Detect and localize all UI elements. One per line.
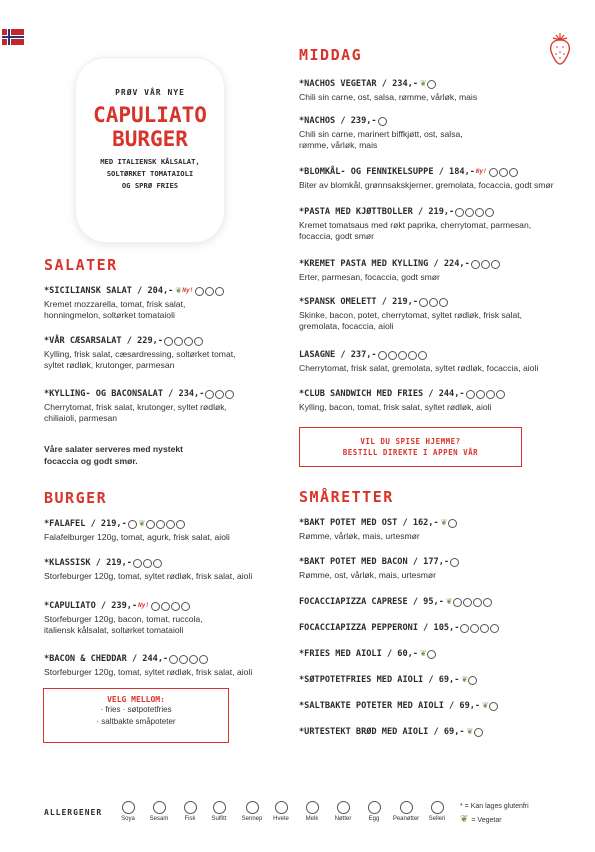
menu-item bbox=[299, 115, 559, 151]
allergen-icon bbox=[199, 655, 208, 664]
menu-item-name bbox=[299, 166, 579, 178]
allergen-icon bbox=[133, 559, 142, 568]
allergen-icon bbox=[439, 298, 448, 307]
menu-item-title: *KYLLING- OG BACONSALAT / 234,- bbox=[44, 389, 205, 399]
menu-item-name bbox=[299, 622, 579, 634]
allergen-icon bbox=[179, 655, 188, 664]
egg-icon bbox=[368, 801, 381, 814]
sulfitt-icon bbox=[213, 801, 226, 814]
menu-item-name bbox=[299, 726, 559, 738]
menu-item-desc: Rømme, vårløk, mais, urtesmør bbox=[299, 531, 420, 541]
allergen-icon bbox=[455, 208, 464, 217]
menu-item-desc: Biter av blomkål, grønnsakskjerner, gremolata, focaccia, godt smør bbox=[299, 180, 554, 190]
promo-title-line: CAPULIATO bbox=[93, 103, 207, 127]
menu-item bbox=[44, 653, 304, 678]
menu-item-desc: Chili sin carne, marinert biffkjøtt, ost, salsa, rømme, vårløk, mais bbox=[299, 129, 463, 150]
allergen-icon bbox=[419, 298, 428, 307]
allergen-icon bbox=[465, 208, 474, 217]
allergen-icon bbox=[153, 559, 162, 568]
menu-item-name bbox=[299, 648, 559, 660]
allergen-icon bbox=[496, 390, 505, 399]
menu-item-name bbox=[44, 285, 304, 297]
allergen-icon bbox=[499, 168, 508, 177]
sennep-icon bbox=[246, 801, 259, 814]
section-title-middag: MIDDAG bbox=[299, 46, 363, 64]
allergen-icon bbox=[143, 559, 152, 568]
promo-title-line: BURGER bbox=[112, 127, 188, 151]
promo-kicker: PRØV VÅR NYE bbox=[115, 88, 185, 97]
allergen-icon bbox=[466, 390, 475, 399]
menu-item-name bbox=[44, 335, 304, 347]
notter-icon bbox=[337, 801, 350, 814]
menu-item-title: FOCACCIAPIZZA PEPPERONI / 105,- bbox=[299, 623, 460, 633]
menu-item-title: *NACHOS / 239,- bbox=[299, 116, 377, 126]
side-choice-line: · fries · søtpotetfries bbox=[100, 705, 172, 714]
menu-item-name bbox=[44, 388, 304, 400]
strawberry-icon bbox=[547, 31, 573, 65]
menu-item bbox=[44, 285, 304, 321]
menu-item-desc: Rømme, ost, vårløk, mais, urtesmør bbox=[299, 570, 437, 580]
section-title-burger: BURGER bbox=[44, 489, 108, 507]
menu-item-name bbox=[299, 258, 559, 270]
menu-item bbox=[299, 648, 559, 660]
menu-item-desc: Cherrytomat, frisk salat, krutonger, syltet rødløk, chiliaioli, parmesan bbox=[44, 402, 227, 423]
allergen-icon bbox=[156, 520, 165, 529]
allergen-icon bbox=[486, 390, 495, 399]
allergen-legend-item: Soya bbox=[113, 801, 143, 822]
allergen-icon bbox=[378, 117, 387, 126]
menu-item-desc: Cherrytomat, frisk salat, gremolata, syltet rødløk, focaccia, aioli bbox=[299, 363, 539, 373]
promo-card bbox=[76, 58, 224, 242]
allergen-icon bbox=[225, 390, 234, 399]
menu-item-title: *VÅR CÆSARSALAT / 229,- bbox=[44, 336, 163, 346]
allergen-icon bbox=[161, 602, 170, 611]
allergen-icon bbox=[509, 168, 518, 177]
new-badge: Ny! bbox=[475, 168, 487, 175]
vegetar-leaf-icon: ❦ bbox=[445, 596, 452, 607]
allergen-icon bbox=[448, 519, 457, 528]
menu-item-title: *BAKT POTET MED OST / 162,- bbox=[299, 518, 439, 528]
vegetar-leaf-icon: ❦ bbox=[461, 674, 468, 685]
allergen-icon bbox=[475, 208, 484, 217]
order-app-line: VIL DU SPISE HJEMME? bbox=[360, 437, 461, 446]
vegetar-leaf-icon: ❦ bbox=[482, 700, 489, 711]
allergen-legend-item: Peanøtter bbox=[391, 801, 421, 822]
side-choice-box bbox=[43, 688, 229, 743]
allergen-icon bbox=[184, 337, 193, 346]
allergen-legend-item: Hvete bbox=[266, 801, 296, 822]
allergen-icon bbox=[164, 337, 173, 346]
vegetar-leaf-icon: ❦ bbox=[138, 518, 145, 529]
allergen-icon bbox=[491, 260, 500, 269]
fish-icon bbox=[184, 801, 197, 814]
menu-item-title: LASAGNE / 237,- bbox=[299, 350, 377, 360]
menu-item-title: *SICILIANSK SALAT / 204,- bbox=[44, 286, 174, 296]
allergen-icon bbox=[471, 260, 480, 269]
menu-item-title: *NACHOS VEGETAR / 234,- bbox=[299, 79, 418, 89]
menu-item-name bbox=[44, 557, 304, 569]
allergen-legend-item: Egg bbox=[359, 801, 389, 822]
allergen-icon bbox=[490, 624, 499, 633]
allergen-icon bbox=[476, 390, 485, 399]
menu-item-title: *SPANSK OMELETT / 219,- bbox=[299, 297, 418, 307]
menu-item-desc: Storfeburger 120g, tomat, syltet rødløk, frisk salat, aioli bbox=[44, 667, 253, 677]
menu-item bbox=[299, 700, 559, 712]
vegetar-key bbox=[460, 815, 502, 825]
menu-item-name bbox=[44, 600, 304, 612]
allergen-icon bbox=[483, 598, 492, 607]
allergen-icon bbox=[408, 351, 417, 360]
section-title-smaretter: SMÅRETTER bbox=[299, 488, 394, 506]
vegetar-leaf-icon: ❦ bbox=[175, 285, 182, 296]
new-badge: Ny! bbox=[182, 287, 194, 294]
order-app-box[interactable] bbox=[299, 427, 522, 467]
menu-item bbox=[44, 600, 304, 636]
menu-item-title: *BLOMKÅL- OG FENNIKELSUPPE / 184,- bbox=[299, 167, 475, 177]
menu-item-title: *BAKT POTET MED BACON / 177,- bbox=[299, 557, 450, 567]
vegetar-leaf-icon: ❦ bbox=[466, 726, 473, 737]
menu-item-name bbox=[299, 517, 559, 529]
menu-item-title: *FRIES MED AIOLI / 60,- bbox=[299, 649, 418, 659]
norway-flag-icon[interactable] bbox=[2, 29, 24, 45]
gluten-free-key: * = Kan lages glutenfri bbox=[460, 803, 529, 810]
side-choice-line: · saltbakte småpoteter bbox=[96, 717, 176, 726]
menu-item-name bbox=[299, 700, 559, 712]
menu-item-desc: Storfeburger 120g, tomat, syltet rødløk, frisk salat, aioli bbox=[44, 571, 253, 581]
menu-item-name bbox=[299, 349, 579, 361]
promo-title bbox=[76, 103, 224, 151]
menu-item bbox=[299, 556, 559, 581]
menu-item-desc: Kylling, bacon, tomat, frisk salat, syltet rødløk, aioli bbox=[299, 402, 492, 412]
promo-desc-line: OG SPRØ FRIES bbox=[121, 181, 179, 190]
menu-item-desc: Kremet tomatsaus med røkt paprika, cherrytomat, parmesan, focaccia, godt smør bbox=[299, 220, 532, 241]
allergen-icon bbox=[166, 520, 175, 529]
allergen-icon bbox=[480, 624, 489, 633]
menu-item-name bbox=[299, 388, 559, 400]
allergen-icon bbox=[174, 337, 183, 346]
allergen-icon bbox=[429, 298, 438, 307]
menu-item-title: *CAPULIATO / 239,- bbox=[44, 601, 138, 611]
melk-icon bbox=[306, 801, 319, 814]
menu-item-title: *CLUB SANDWICH MED FRIES / 244,- bbox=[299, 389, 465, 399]
allergen-icon bbox=[215, 287, 224, 296]
vegetar-leaf-icon: ❦ bbox=[440, 517, 447, 528]
menu-item-title: FOCACCIAPIZZA CAPRESE / 95,- bbox=[299, 597, 444, 607]
salater-note bbox=[44, 443, 264, 467]
allergen-icon bbox=[195, 287, 204, 296]
menu-item bbox=[299, 258, 559, 283]
allergen-legend-item: Fisk bbox=[175, 801, 205, 822]
allergen-icon bbox=[474, 728, 483, 737]
allergen-legend-item: Sennep bbox=[237, 801, 267, 822]
allergen-icon bbox=[171, 602, 180, 611]
vegetar-leaf-icon: ❦ bbox=[420, 78, 427, 89]
menu-item-name bbox=[299, 556, 559, 568]
menu-item bbox=[299, 349, 579, 374]
menu-item-desc: Kremet mozzarella, tomat, frisk salat, honningmelon, soltørket tomataioli bbox=[44, 299, 186, 320]
allergen-icon bbox=[205, 287, 214, 296]
allergen-icon bbox=[194, 337, 203, 346]
allergen-icon bbox=[146, 520, 155, 529]
allergen-legend-item: Sesam bbox=[144, 801, 174, 822]
menu-item bbox=[299, 166, 579, 191]
menu-item-title: *PASTA MED KJØTTBOLLER / 219,- bbox=[299, 207, 455, 217]
menu-item-desc: Falafelburger 120g, tomat, agurk, frisk salat, aioli bbox=[44, 532, 230, 542]
allergen-icon bbox=[489, 168, 498, 177]
allergen-icon bbox=[128, 520, 137, 529]
allergen-legend-title: ALLERGENER bbox=[44, 808, 103, 817]
menu-item-name bbox=[44, 518, 304, 530]
allergen-icon bbox=[468, 676, 477, 685]
soya-icon bbox=[122, 801, 135, 814]
allergen-icon bbox=[481, 260, 490, 269]
allergen-icon bbox=[151, 602, 160, 611]
allergen-legend-item: Sulfitt bbox=[204, 801, 234, 822]
allergen-icon bbox=[427, 650, 436, 659]
allergen-icon bbox=[473, 598, 482, 607]
menu-item-name bbox=[299, 78, 559, 90]
menu-item-desc: Erter, parmesan, focaccia, godt smør bbox=[299, 272, 440, 282]
allergen-legend-item: Nøtter bbox=[328, 801, 358, 822]
allergen-icon bbox=[398, 351, 407, 360]
menu-item-name bbox=[299, 296, 579, 308]
menu-item bbox=[299, 596, 579, 608]
allergen-icon bbox=[378, 351, 387, 360]
promo-desc-line: SOLTØRKET TOMATAIOLI bbox=[106, 169, 194, 178]
menu-item-name bbox=[299, 206, 579, 218]
allergen-icon bbox=[215, 390, 224, 399]
menu-item-desc: Storfeburger 120g, bacon, tomat, ruccola, italiensk kålsalat, soltørket tomataioli bbox=[44, 614, 203, 635]
menu-item bbox=[299, 517, 559, 542]
menu-item-desc: Kylling, frisk salat, cæsardressing, soltørket tomat, syltet rødløk, krutonger, parmesan bbox=[44, 349, 236, 370]
note-line: focaccia og godt smør. bbox=[44, 456, 138, 466]
menu-item-title: *SALTBAKTE POTETER MED AIOLI / 69,- bbox=[299, 701, 481, 711]
menu-item bbox=[299, 206, 579, 242]
allergen-icon bbox=[418, 351, 427, 360]
allergen-icon bbox=[485, 208, 494, 217]
sesam-icon bbox=[153, 801, 166, 814]
menu-item bbox=[299, 674, 559, 686]
allergen-icon bbox=[181, 602, 190, 611]
allergen-icon bbox=[450, 558, 459, 567]
menu-item bbox=[44, 557, 304, 582]
side-choice-title: VELG MELLOM: bbox=[107, 695, 165, 704]
allergen-icon bbox=[470, 624, 479, 633]
promo-desc-line: MED ITALIENSK KÅLSALAT, bbox=[100, 157, 200, 166]
menu-item bbox=[44, 518, 304, 543]
menu-item-name bbox=[299, 596, 579, 608]
menu-item-desc: Skinke, bacon, potet, cherrytomat, syltet rødløk, frisk salat, gremolata, focaccia, aioli bbox=[299, 310, 523, 331]
new-badge: Ny! bbox=[138, 602, 149, 609]
vegetar-leaf-icon: ❦ bbox=[460, 814, 469, 825]
menu-item-title: *KREMET PASTA MED KYLLING / 224,- bbox=[299, 259, 470, 269]
menu-item bbox=[299, 296, 579, 332]
allergen-icon bbox=[169, 655, 178, 664]
vegetar-key-label: = Vegetar bbox=[471, 817, 502, 824]
allergen-icon bbox=[189, 655, 198, 664]
menu-item-title: *SØTPOTETFRIES MED AIOLI / 69,- bbox=[299, 675, 460, 685]
allergen-icon bbox=[176, 520, 185, 529]
menu-item bbox=[299, 388, 559, 413]
menu-item-name bbox=[299, 674, 559, 686]
menu-item-title: *BACON & CHEDDAR / 244,- bbox=[44, 654, 169, 664]
section-title-salater: SALATER bbox=[44, 256, 118, 274]
allergen-icon bbox=[388, 351, 397, 360]
menu-item bbox=[44, 388, 304, 424]
menu-item-desc: Chili sin carne, ost, salsa, rømme, vårløk, mais bbox=[299, 92, 478, 102]
vegetar-leaf-icon: ❦ bbox=[420, 648, 427, 659]
allergen-icon bbox=[205, 390, 214, 399]
menu-item-title: *URTESTEKT BRØD MED AIOLI / 69,- bbox=[299, 727, 465, 737]
menu-item bbox=[299, 78, 559, 103]
selleri-icon bbox=[431, 801, 444, 814]
allergen-icon bbox=[427, 80, 436, 89]
hvete-icon bbox=[275, 801, 288, 814]
allergen-icon bbox=[489, 702, 498, 711]
menu-item-name bbox=[44, 653, 304, 665]
allergen-icon bbox=[463, 598, 472, 607]
allergen-icon bbox=[453, 598, 462, 607]
menu-item-name bbox=[299, 115, 559, 127]
peanotter-icon bbox=[400, 801, 413, 814]
menu-item-title: *FALAFEL / 219,- bbox=[44, 519, 127, 529]
allergen-icon bbox=[460, 624, 469, 633]
menu-item bbox=[44, 335, 304, 371]
order-app-line: BESTILL DIREKTE I APPEN VÅR bbox=[342, 448, 479, 457]
menu-item bbox=[299, 726, 559, 738]
promo-description bbox=[76, 156, 224, 192]
allergen-legend-item: Selleri bbox=[422, 801, 452, 822]
menu-item-title: *KLASSISK / 219,- bbox=[44, 558, 132, 568]
note-line: Våre salater serveres med nystekt bbox=[44, 444, 184, 454]
menu-item bbox=[299, 622, 579, 634]
allergen-legend-item: Melk bbox=[297, 801, 327, 822]
